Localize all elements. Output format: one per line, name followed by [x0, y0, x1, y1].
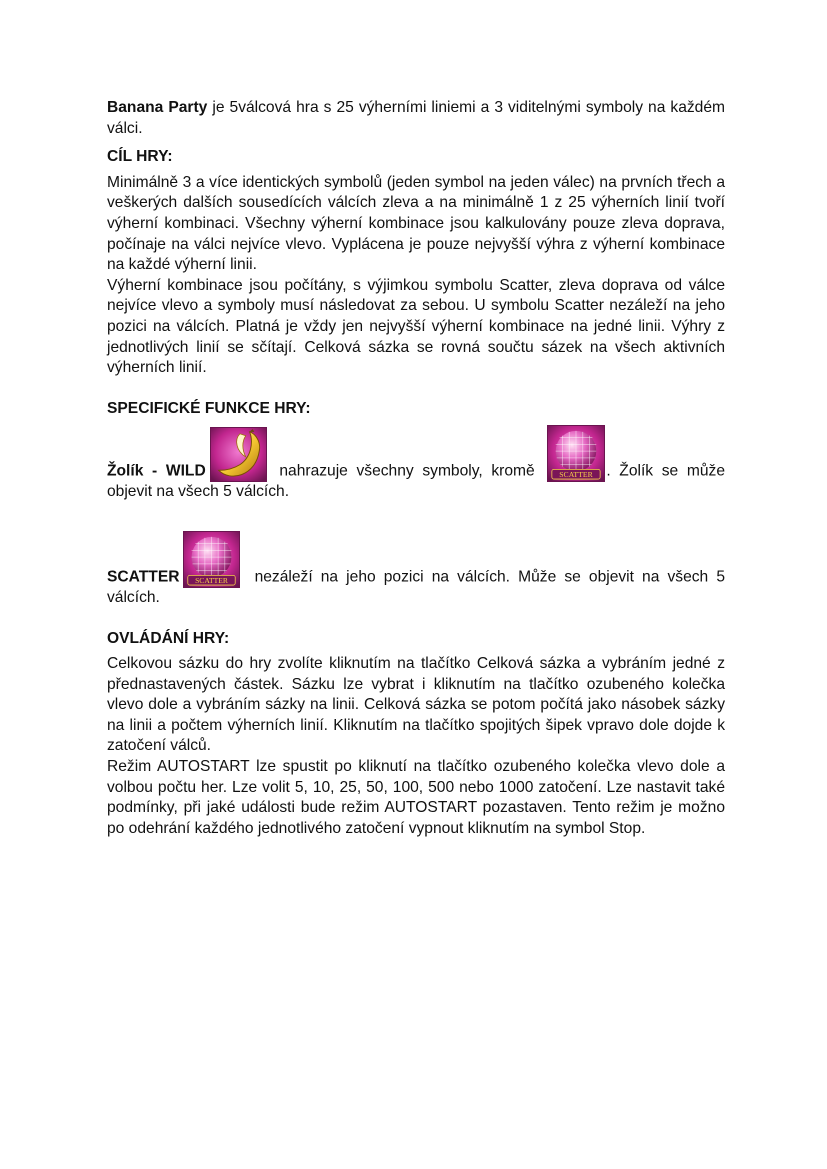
wild-text-1: nahrazuje všechny symboly, kromě	[270, 462, 544, 480]
controls-paragraph-2: Režim AUTOSTART lze spustit po kliknutí na tlačítko ozubeného kolečka vlevo dole a volbou počtu her. Lze volit 5, 10, 25, 50, 100, 500 nebo 1000 zatočení. Lze nastavit také podmínky, při jaké události bude režim AUTOSTART pozastaven. Tento režim je možno po odehrání každého jednotlivého zatočení vypnout kliknutím na symbol Stop.	[107, 758, 725, 837]
wild-paragraph	[107, 425, 725, 503]
game-title: Banana Party	[107, 99, 208, 116]
disco-ball-scatter-icon	[183, 531, 240, 588]
intro-text: je 5válcová hra s 25 výherními liniemi a 3 viditelnými symboly na každém válci.	[107, 99, 725, 137]
intro-paragraph	[107, 98, 725, 139]
goal-paragraph-2: Výherní kombinace jsou počítány, s výjimkou symbolu Scatter, zleva doprava od válce nejvíce vlevo a symboly musí následovat za sebou. U symbolu Scatter nezáleží na jeho pozici na válcích. Platná je vždy jen nejvyšší výherní kombinace na jedné linii. Výhry z jednotlivých linií se sčítají. Celková sázka se rovná součtu sázek na všech aktivních výherních linií.	[107, 276, 725, 377]
scatter-symbol-text: SCATTER	[195, 575, 229, 586]
controls-heading: OVLÁDÁNÍ HRY:	[107, 629, 230, 647]
disco-ball-scatter-icon	[547, 425, 605, 482]
special-features-heading: SPECIFICKÉ FUNKCE HRY:	[107, 399, 311, 417]
scatter-label: SCATTER	[107, 568, 180, 586]
banana-wild-icon	[210, 427, 267, 482]
goal-heading: CÍL HRY:	[107, 148, 173, 166]
document-body	[107, 98, 725, 839]
goal-paragraph-1: Minimálně 3 a více identických symbolů (jeden symbol na jeden válec) na prvních třech a veškerých dalších sousedících válcích zleva a na minimálně 1 z 25 výherních linií tvoří výherní kombinaci. Všechny výherní kombinace jsou kalkulovány pouze zleva doprava, počínaje na válci nejvíce vlevo. Vyplácena je pouze nejvyšší výhra z výherní kombinace na každé výherní linii.	[107, 173, 725, 274]
wild-label: Žolík - WILD	[107, 462, 206, 480]
scatter-paragraph	[107, 531, 725, 609]
scatter-symbol-text: SCATTER	[559, 470, 594, 480]
scatter-text: nezáleží na jeho pozici na válcích. Může se objevit na všech 5 válcích.	[107, 568, 725, 606]
controls-paragraph-1: Celkovou sázku do hry zvolíte kliknutím na tlačítko Celková sázka a vybráním jedné z přednastavených částek. Sázku lze vybrat i kliknutím na tlačítko ozubeného kolečka vlevo dole a vybráním sázky na linii. Celková sázka se potom počítá jako násobek sázky na linii a počtem výherních linií. Kliknutím na tlačítko spojitých šipek vpravo dole dojde k zatočení válců.	[107, 655, 725, 755]
wild-text-2: . Žolík se může objevit na všech 5 válcích.	[107, 462, 725, 501]
